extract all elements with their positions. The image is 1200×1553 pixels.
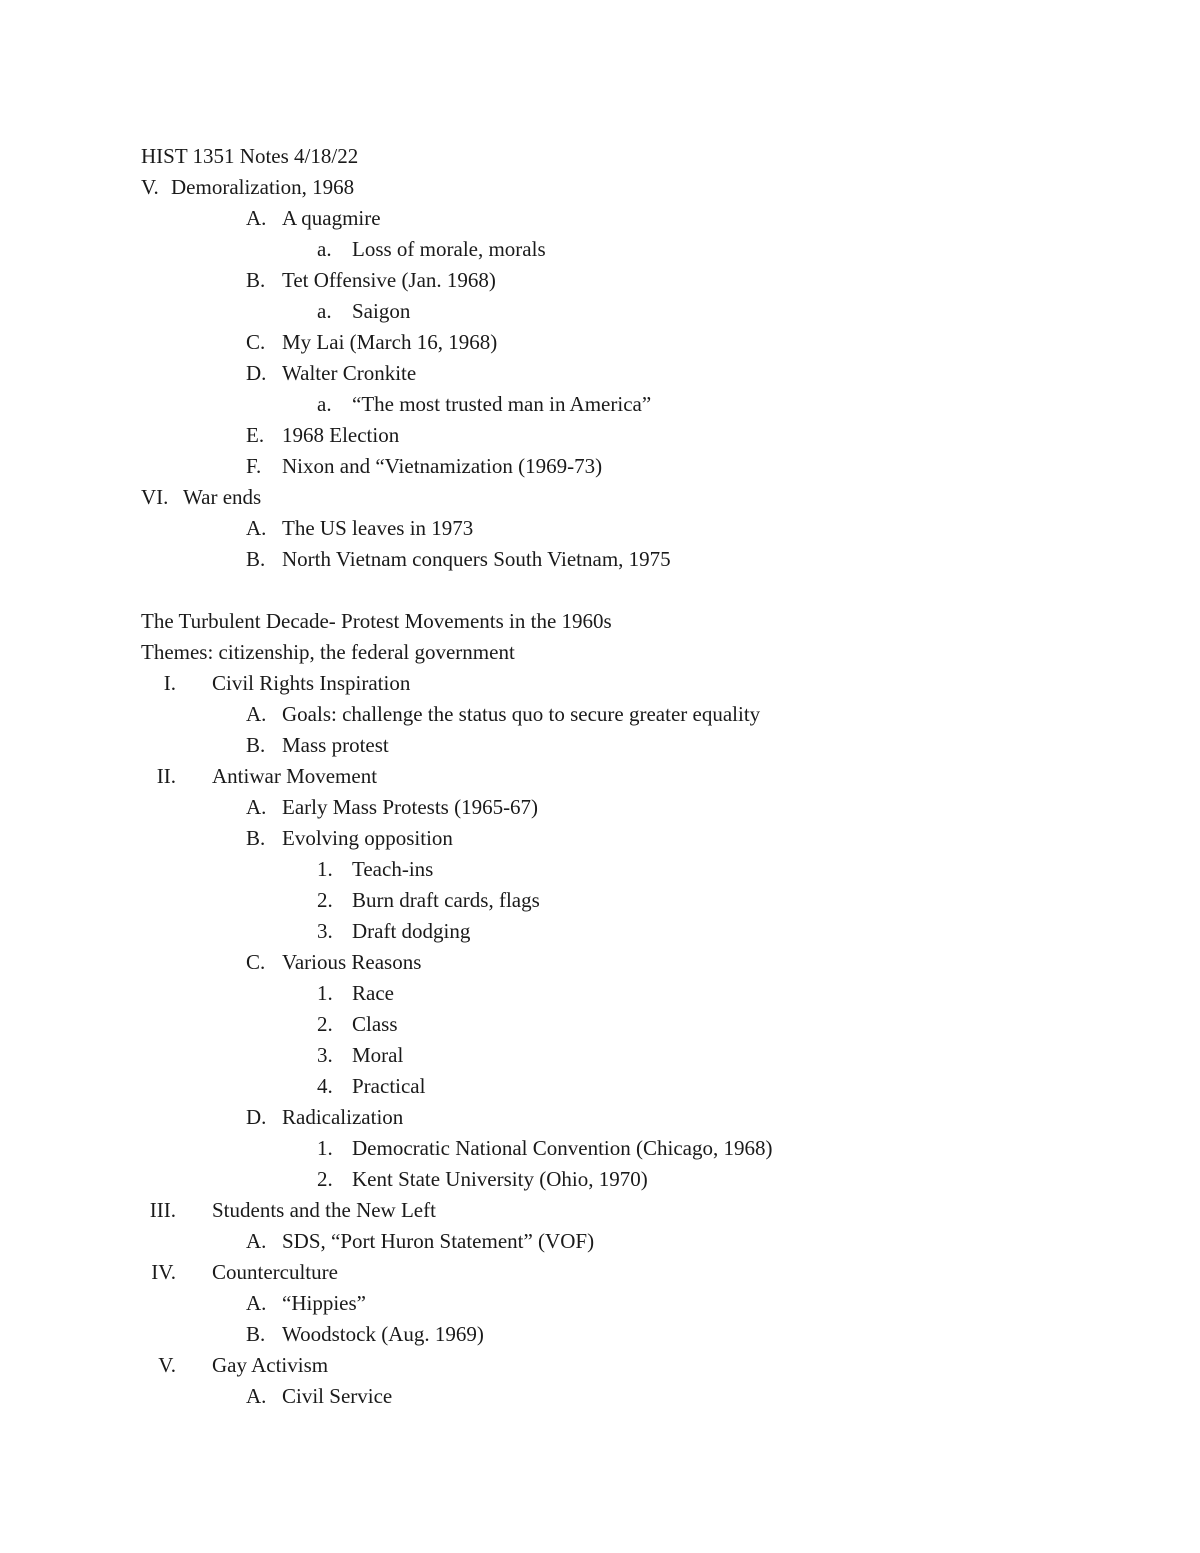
- outline-marker: A.: [246, 1229, 267, 1253]
- outline-item: [0, 885, 1200, 916]
- outline-marker: a.: [317, 392, 332, 416]
- outline-marker: 1.: [317, 1136, 333, 1160]
- outline-item: [0, 1195, 1200, 1226]
- outline-marker: B.: [246, 733, 266, 757]
- outline-marker: A.: [246, 1291, 267, 1315]
- outline-text: Democratic National Convention (Chicago, 1968): [352, 1136, 773, 1160]
- outline-text: A quagmire: [282, 206, 381, 230]
- outline-text: Moral: [352, 1043, 404, 1067]
- outline-item: [0, 1319, 1200, 1350]
- outline-item: [0, 296, 1200, 327]
- outline-text: Counterculture: [212, 1260, 338, 1284]
- heading-line: [0, 637, 1200, 668]
- outline-text: Woodstock (Aug. 1969): [282, 1322, 484, 1346]
- outline-item: [0, 1257, 1200, 1288]
- outline-item: [0, 730, 1200, 761]
- outline-marker: I.: [163, 671, 176, 695]
- outline-item: [0, 203, 1200, 234]
- outline-text: Civil Rights Inspiration: [212, 671, 411, 695]
- outline-text: Students and the New Left: [212, 1198, 436, 1222]
- outline-text: Various Reasons: [282, 950, 422, 974]
- outline-text: Saigon: [352, 299, 411, 323]
- outline-marker: 2.: [317, 1167, 333, 1191]
- outline-marker: VI.: [141, 485, 169, 509]
- outline-marker: V.: [158, 1353, 176, 1377]
- heading-line: [0, 606, 1200, 637]
- outline-item: [0, 265, 1200, 296]
- outline-text: Nixon and “Vietnamization (1969-73): [282, 454, 603, 478]
- outline-marker: II.: [156, 764, 176, 788]
- outline-marker: 3.: [317, 919, 333, 943]
- outline-marker: 3.: [317, 1043, 333, 1067]
- outline-text: 1968 Election: [282, 423, 400, 447]
- outline-text: Goals: challenge the status quo to secure greater equality: [282, 702, 761, 726]
- outline-text: Race: [352, 981, 394, 1005]
- outline-text: North Vietnam conquers South Vietnam, 1975: [282, 547, 671, 571]
- outline-text: Mass protest: [282, 733, 389, 757]
- outline-item: [0, 327, 1200, 358]
- outline-marker: B.: [246, 1322, 266, 1346]
- outline-marker: B.: [246, 268, 266, 292]
- outline-marker: 2.: [317, 1012, 333, 1036]
- outline-item: [0, 699, 1200, 730]
- outline-text: Class: [352, 1012, 398, 1036]
- outline-item: [0, 482, 1200, 513]
- outline-item: [0, 1071, 1200, 1102]
- outline-item: [0, 947, 1200, 978]
- outline-marker: D.: [246, 361, 267, 385]
- outline-item: [0, 1133, 1200, 1164]
- outline-text: Draft dodging: [352, 919, 471, 943]
- outline-marker: 1.: [317, 857, 333, 881]
- outline-marker: B.: [246, 547, 266, 571]
- outline-text: Antiwar Movement: [212, 764, 378, 788]
- outline-item: [0, 451, 1200, 482]
- outline-item: [0, 761, 1200, 792]
- outline-marker: a.: [317, 237, 332, 261]
- blank-line: [0, 575, 1200, 606]
- outline-item: [0, 792, 1200, 823]
- outline-text: Loss of morale, morals: [352, 237, 546, 261]
- heading-text: The Turbulent Decade- Protest Movements in the 1960s: [141, 609, 612, 633]
- heading-line: [0, 141, 1200, 172]
- outline-item: [0, 916, 1200, 947]
- outline-text: My Lai (March 16, 1968): [282, 330, 498, 354]
- outline-marker: a.: [317, 299, 332, 323]
- outline-text: “Hippies”: [282, 1291, 366, 1315]
- outline-text: “The most trusted man in America”: [352, 392, 652, 416]
- outline-item: [0, 978, 1200, 1009]
- outline-marker: B.: [246, 826, 266, 850]
- outline-text: Walter Cronkite: [282, 361, 417, 385]
- outline-marker: 1.: [317, 981, 333, 1005]
- outline-item: [0, 358, 1200, 389]
- outline-marker: III.: [149, 1198, 176, 1222]
- outline-item: [0, 1009, 1200, 1040]
- outline-item: [0, 172, 1200, 203]
- outline-marker: A.: [246, 702, 267, 726]
- heading-text: HIST 1351 Notes 4/18/22: [141, 144, 359, 168]
- outline-text: Teach-ins: [352, 857, 434, 881]
- outline-text: War ends: [183, 485, 262, 509]
- outline-marker: A.: [246, 516, 267, 540]
- outline-marker: E.: [246, 423, 265, 447]
- outline-text: Practical: [352, 1074, 426, 1098]
- outline-item: [0, 1350, 1200, 1381]
- outline-marker: C.: [246, 330, 266, 354]
- outline-item: [0, 1102, 1200, 1133]
- outline-item: [0, 1164, 1200, 1195]
- outline-text: Demoralization, 1968: [171, 175, 355, 199]
- outline-item: [0, 1381, 1200, 1412]
- outline-text: Kent State University (Ohio, 1970): [352, 1167, 648, 1191]
- outline-marker: A.: [246, 795, 267, 819]
- outline-text: SDS, “Port Huron Statement” (VOF): [282, 1229, 595, 1253]
- outline-marker: F.: [246, 454, 262, 478]
- outline-marker: V.: [141, 175, 159, 199]
- outline-item: [0, 823, 1200, 854]
- outline-marker: IV.: [151, 1260, 176, 1284]
- heading-text: Themes: citizenship, the federal government: [141, 640, 515, 664]
- outline-marker: 2.: [317, 888, 333, 912]
- outline-text: The US leaves in 1973: [282, 516, 474, 540]
- outline-item: [0, 544, 1200, 575]
- outline-item: [0, 668, 1200, 699]
- outline-marker: D.: [246, 1105, 267, 1129]
- outline-item: [0, 234, 1200, 265]
- outline-item: [0, 1288, 1200, 1319]
- outline-text: Civil Service: [282, 1384, 393, 1408]
- outline-item: [0, 1040, 1200, 1071]
- outline-marker: 4.: [317, 1074, 333, 1098]
- outline-text: Tet Offensive (Jan. 1968): [282, 268, 496, 292]
- outline-text: Evolving opposition: [282, 826, 453, 850]
- outline-text: Gay Activism: [212, 1353, 329, 1377]
- outline-marker: A.: [246, 1384, 267, 1408]
- outline-marker: A.: [246, 206, 267, 230]
- outline-marker: C.: [246, 950, 266, 974]
- outline-text: Early Mass Protests (1965-67): [282, 795, 539, 819]
- outline-item: [0, 854, 1200, 885]
- outline-text: Radicalization: [282, 1105, 404, 1129]
- outline-item: [0, 420, 1200, 451]
- outline-item: [0, 513, 1200, 544]
- outline-item: [0, 1226, 1200, 1257]
- outline-text: Burn draft cards, flags: [352, 888, 540, 912]
- outline-item: [0, 389, 1200, 420]
